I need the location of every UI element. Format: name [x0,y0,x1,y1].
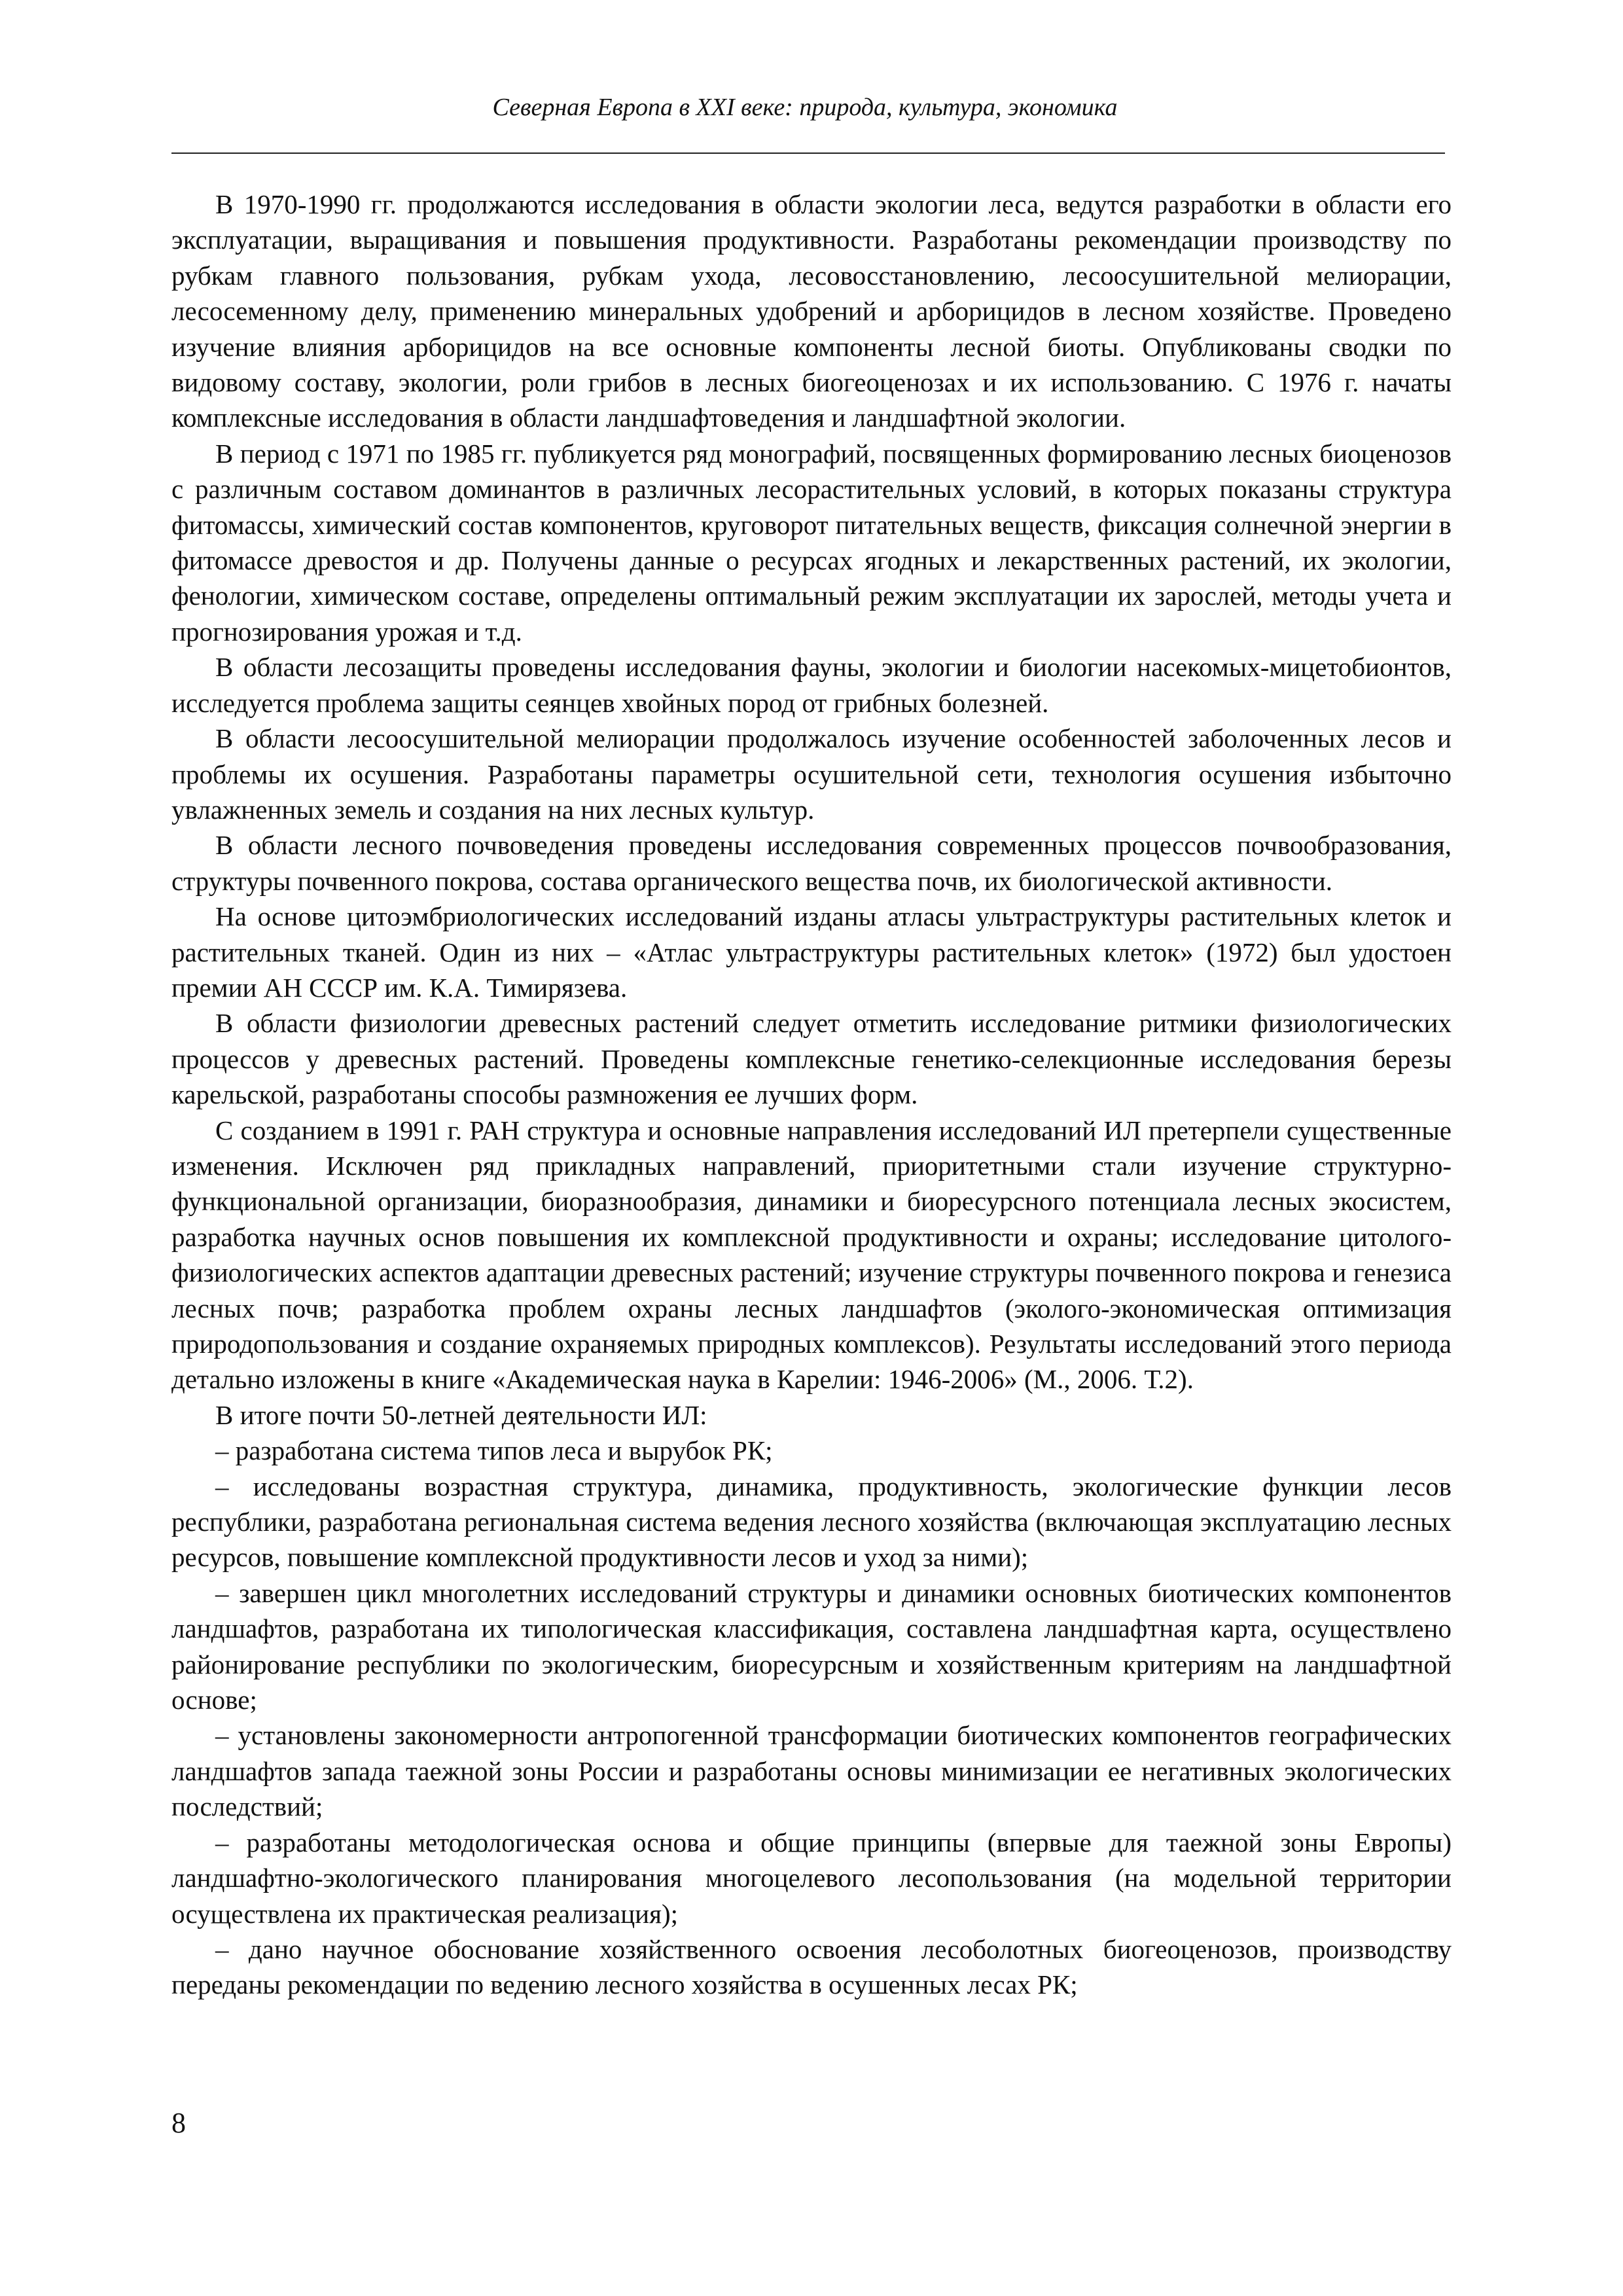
running-header: Северная Европа в XXI веке: природа, культура, экономика [492,94,1118,121]
paragraph: В области лесного почвоведения проведены исследования современных процессов почвообразования, структуры почвенного покрова, состава органического вещества почв, их биологической активности. [171,830,1452,896]
list-item: – исследованы возрастная структура, динамика, продуктивность, экологические функции лесов республики, разработана региональная система ведения лесного хозяйства (включающая эксплуатацию лесных ресурсов, повышение комплексной продуктивности лесов и уход за ними); [171,1471,1452,1573]
paragraph: В области лесозащиты проведены исследования фауны, экологии и биологии насекомых-мицетобионтов, исследуется проблема защиты сеянцев хвойных пород от грибных болезней. [171,652,1452,718]
list-item: – разработаны методологическая основа и общие принципы (впервые для таежной зоны Европы) ландшафтно-экологического планирования многоцелевого лесопользования (на модельной территории осуществлена их практическая реализация); [171,1827,1452,1929]
paragraph: В итоге почти 50-летней деятельности ИЛ: [215,1399,707,1430]
paragraph: В области лесоосушительной мелиорации продолжалось изучение особенностей заболоченных лесов и проблемы их осушения. Разработаны параметры осушительной сети, технология осушения избыточно увлажненных земель и создания на них лесных культур. [171,723,1452,825]
page-number: 8 [171,2107,186,2139]
header-divider [171,152,1445,154]
paragraph: В период с 1971 по 1985 гг. публикуется ряд монографий, посвященных формированию лесных биоценозов с различным составом доминантов в различных лесорастительных условий, в которых показаны структура фитомассы, химический состав компонентов, круговорот питательных веществ, фиксация солнечной энергии в фитомассе древостоя и др. Получены данные о ресурсах ягодных и лекарственных растений, их экологии, фенологии, химическом составе, определены оптимальный режим эксплуатации их зарослей, методы учета и прогнозирования урожая и т.д. [171,438,1452,647]
paragraph: В области физиологии древесных растений следует отметить исследование ритмики физиологических процессов у древесных растений. Проведены комплексные генетико-селекционные исследования березы карельской, разработаны способы размножения ее лучших форм. [171,1008,1452,1110]
list-item: – завершен цикл многолетних исследований структуры и динамики основных биотических компонентов ландшафтов, разработана их типологическая классификация, составлена ландшафтная карта, осуществлено районирование республики по экологическим, биоресурсным и хозяйственным критериям на ландшафтной основе; [171,1577,1452,1715]
list-item: – разработана система типов леса и вырубок РК; [215,1435,773,1466]
list-item: – дано научное обоснование хозяйственного освоения лесоболотных биогеоценозов, производству переданы рекомендации по ведению лесного хозяйства в осушенных лесах РК; [171,1933,1452,2000]
paragraph: На основе цитоэмбриологических исследований изданы атласы ультраструктуры растительных клеток и растительных тканей. Один из них – «Атлас ультраструктуры растительных клеток» (1972) был удостоен премии АН СССР им. К.А. Тимирязева. [171,901,1452,1003]
list-item: – установлены закономерности антропогенной трансформации биотических компонентов географических ландшафтов запада таежной зоны России и разработаны основы минимизации ее негативных экологических последствий; [171,1720,1452,1822]
paragraph: В 1970-1990 гг. продолжаются исследования в области экологии леса, ведутся разработки в области его эксплуатации, выращивания и повышения продуктивности. Разработаны рекомендации производству по рубкам главного пользования, рубкам ухода, лесовосстановлению, лесоосушительной мелиорации, лесосеменному делу, применению минеральных удобрений и арборицидов в лесном хозяйстве. Проведено изучение влияния арборицидов на все основные компоненты лесной биоты. Опубликованы сводки по видовому составу, экологии, роли грибов в лесных биогеоценозах и их использованию. С 1976 г. начаты комплексные исследования в области ландшафтоведения и ландшафтной экологии. [171,189,1452,433]
paragraph: С созданием в 1991 г. РАН структура и основные направления исследований ИЛ претерпели существенные изменения. Исключен ряд прикладных направлений, приоритетными стали изучение структурно-функциональной организации, биоразнообразия, динамики и биоресурсного потенциала лесных экосистем, разработка научных основ повышения их комплексной продуктивности и охраны; исследование цитолого-физиологических аспектов адаптации древесных растений; изучение структуры почвенного покрова и генезиса лесных почв; разработка проблем охраны лесных ландшафтов (эколого-экономическая оптимизация природопользования и создание охраняемых природных комплексов). Результаты исследований этого периода детально изложены в книге «Академическая наука в Карелии: 1946-2006» (М., 2006. Т.2). [171,1115,1452,1395]
body-text [171,187,1452,2003]
